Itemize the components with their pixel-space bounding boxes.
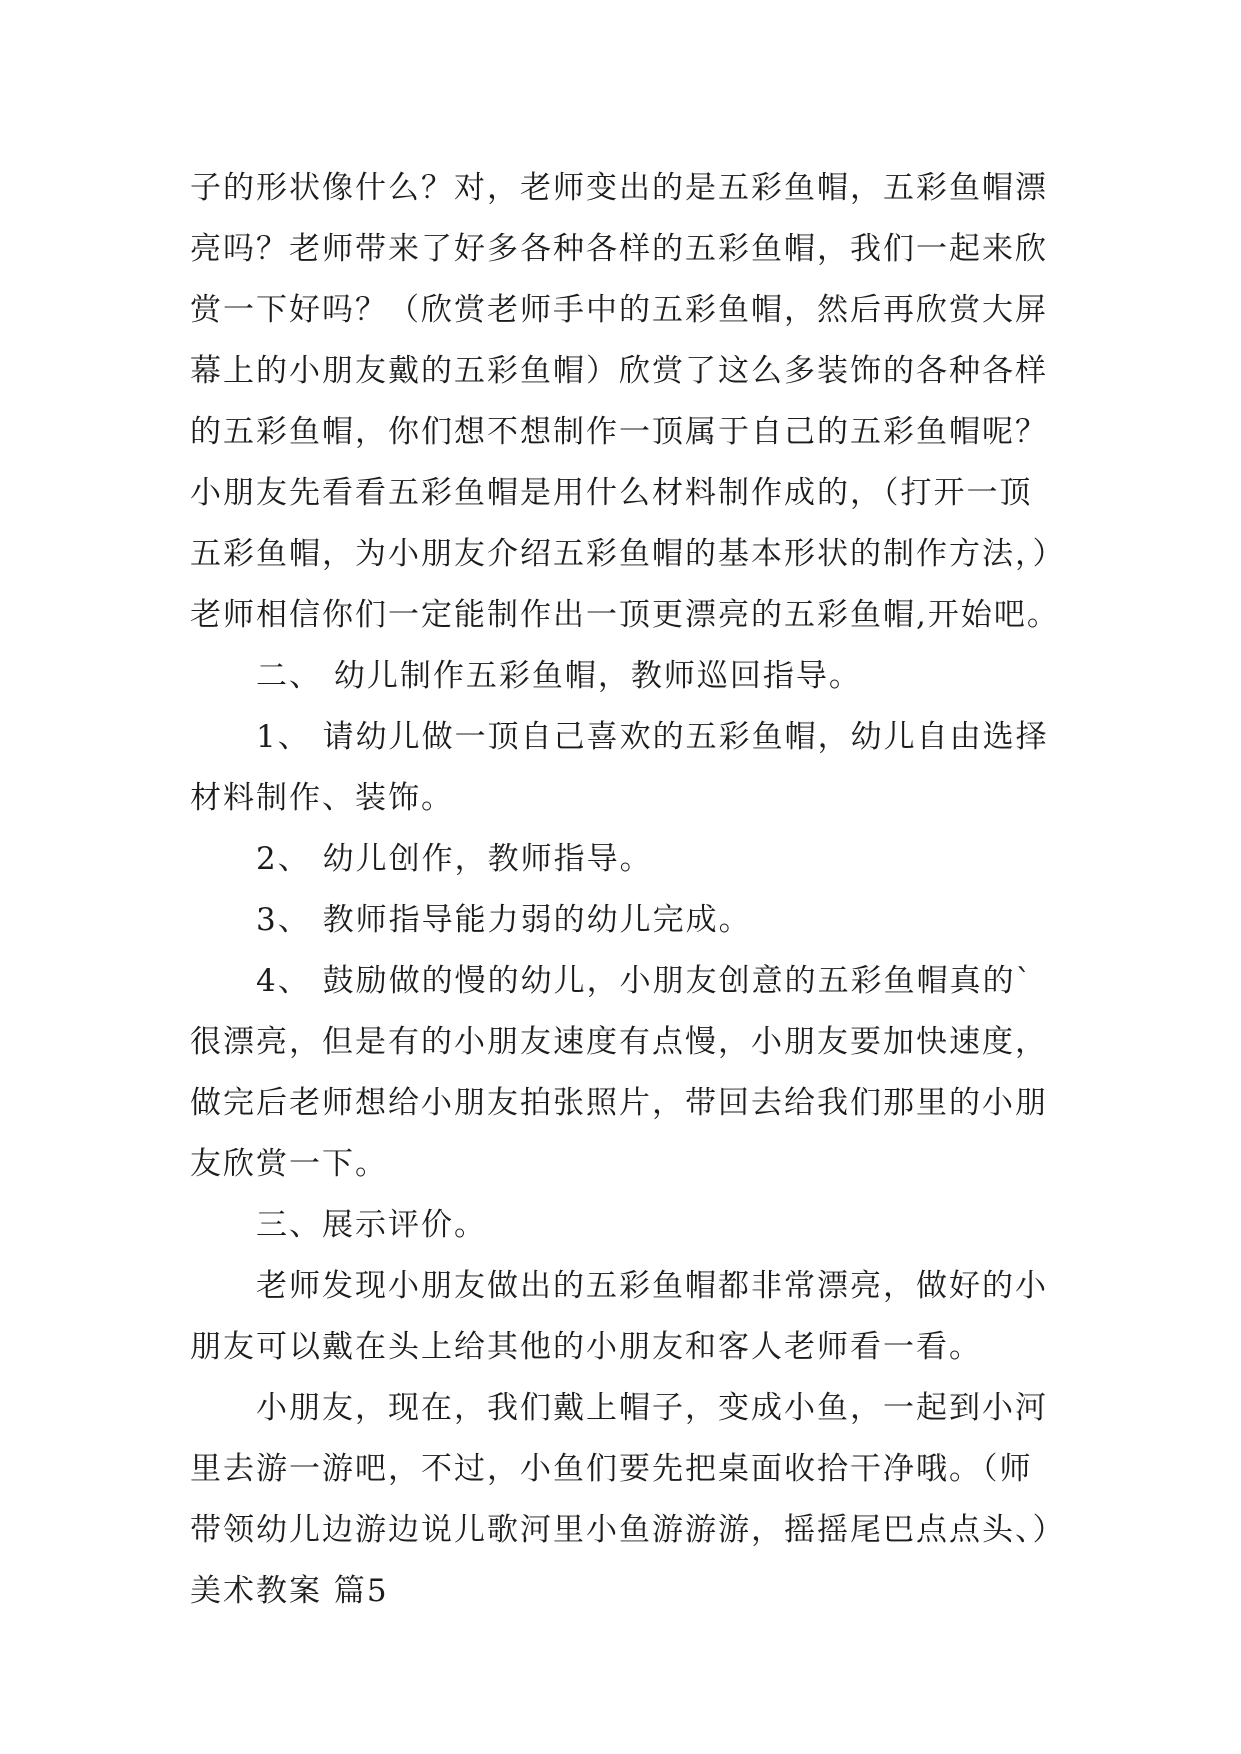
text-line: 带领幼儿边游边说儿歌河里小鱼游游游，摇摇尾巴点点头、） (190, 1512, 1066, 1548)
text-line: 1、 请幼儿做一顶自己喜欢的五彩鱼帽，幼儿自由选择 (256, 719, 1049, 755)
text-line: 3、 教师指导能力弱的幼儿完成。 (256, 902, 752, 938)
text-line: 小朋友，现在，我们戴上帽子，变成小鱼，一起到小河 (256, 1390, 1048, 1426)
text-line: 五彩鱼帽，为小朋友介绍五彩鱼帽的基本形状的制作方法，） (190, 536, 1066, 572)
text-line: 友欣赏一下。 (190, 1146, 388, 1182)
text-line: 里去游一游吧，不过，小鱼们要先把桌面收拾干净哦。（师 (190, 1451, 1033, 1487)
text-line: 幕上的小朋友戴的五彩鱼帽）欣赏了这么多装饰的各种各样 (190, 353, 1048, 389)
text-line: 朋友可以戴在头上给其他的小朋友和客人老师看一看。 (190, 1329, 982, 1365)
text-line: 老师相信你们一定能制作出一顶更漂亮的五彩鱼帽,开始吧。 (190, 597, 1060, 633)
text-line: 赏一下好吗？（欣赏老师手中的五彩鱼帽，然后再欣赏大屏 (190, 292, 1048, 328)
text-line: 小朋友先看看五彩鱼帽是用什么材料制作成的，（打开一顶 (190, 475, 1033, 511)
text-line: 三、展示评价。 (256, 1207, 487, 1243)
text-line: 美术教案 篇5 (190, 1573, 389, 1609)
text-line: 4、 鼓励做的慢的幼儿，小朋友创意的五彩鱼帽真的` (256, 963, 1034, 999)
text-line: 很漂亮，但是有的小朋友速度有点慢，小朋友要加快速度， (190, 1024, 1048, 1060)
text-line: 材料制作、装饰。 (190, 780, 454, 816)
text-line: 亮吗？老师带来了好多各种各样的五彩鱼帽，我们一起来欣 (190, 231, 1048, 267)
text-line: 做完后老师想给小朋友拍张照片，带回去给我们那里的小朋 (190, 1085, 1048, 1121)
document-body (190, 158, 1066, 1622)
text-line: 老师发现小朋友做出的五彩鱼帽都非常漂亮，做好的小 (256, 1268, 1048, 1304)
text-line: 2、 幼儿创作，教师指导。 (256, 841, 653, 877)
text-line: 子的形状像什么？对，老师变出的是五彩鱼帽，五彩鱼帽漂 (190, 170, 1048, 206)
text-line: 二、 幼儿制作五彩鱼帽，教师巡回指导。 (256, 658, 862, 694)
text-line: 的五彩鱼帽，你们想不想制作一顶属于自己的五彩鱼帽呢？ (190, 414, 1048, 450)
